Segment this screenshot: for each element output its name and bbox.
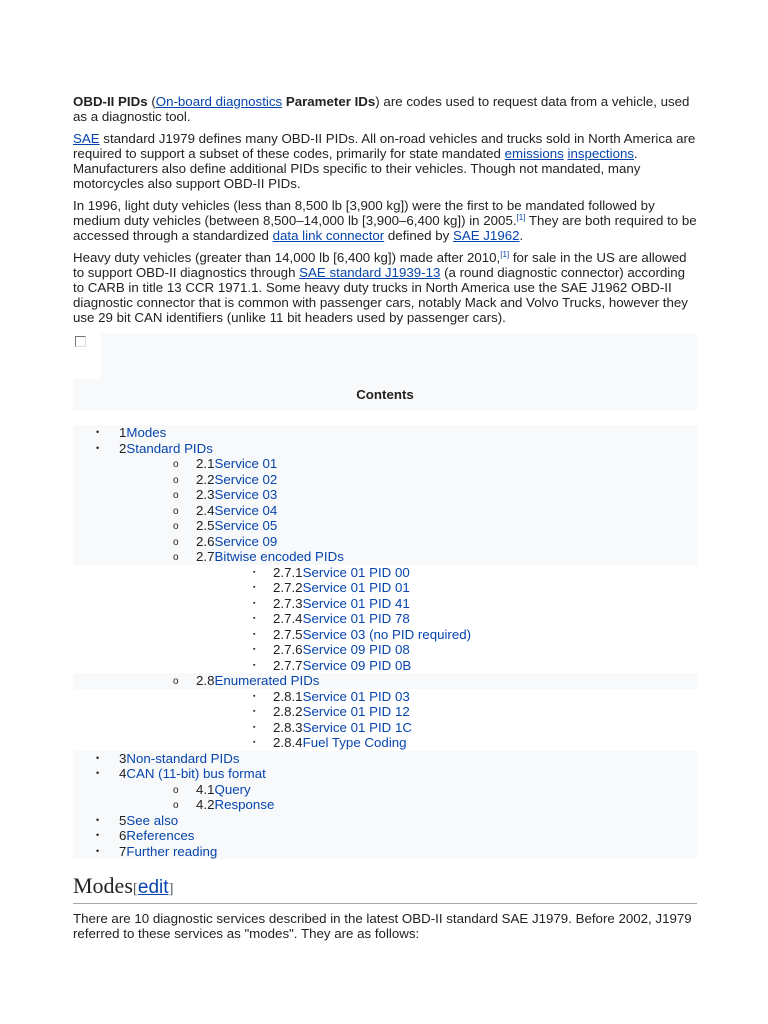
bullet-icon: o xyxy=(173,459,179,470)
intro-p4-text-3: (a round diagnostic connector) according to CARB in title 13 CCR 1971.1. Some heavy duty trucks in North America use the SAE J1962 OBD-II diagnostic connector that is common with passenger cars, notably Mack and Volvo Trucks, however they use 29 bit CAN identifiers (unlike 11 bit headers used by passenger cars). xyxy=(73,265,688,325)
toc-item-text xyxy=(119,828,194,844)
intro-p4-text-1: Heavy duty vehicles (greater than 14,000 lb [6,400 kg]) made after 2010, xyxy=(73,250,501,265)
toc-item[interactable] xyxy=(73,658,697,674)
bullet-icon: • xyxy=(96,752,100,763)
bullet-icon: ▪ xyxy=(253,661,256,669)
bullet-icon: ▪ xyxy=(253,739,256,746)
toc-item-text xyxy=(273,580,410,596)
toc-item-text xyxy=(119,844,217,860)
toc-item-text xyxy=(273,735,407,751)
toc-item[interactable] xyxy=(73,782,697,798)
toc-item-text xyxy=(119,751,239,767)
section-heading-modes xyxy=(73,873,697,904)
toc-number: 2.7.6 xyxy=(273,642,303,657)
toc-number: 2.8.1 xyxy=(273,688,303,704)
citation-1b[interactable]: [1] xyxy=(500,250,510,259)
toc-item-text xyxy=(273,720,412,736)
toc-link[interactable]: Query xyxy=(214,781,251,797)
link-emissions[interactable]: emissions xyxy=(504,146,564,161)
bullet-icon: o xyxy=(173,521,179,532)
toc-item[interactable] xyxy=(73,844,697,860)
toc-link[interactable]: Fuel Type Coding xyxy=(302,735,407,750)
bullet-icon: ▪ xyxy=(253,568,256,576)
toc-number: 2.6 xyxy=(196,533,215,549)
intro-paragraph-4 xyxy=(73,250,697,325)
intro-p2-text-2: . Manufacturers also define additional PIDs specific to their vehicles. Though not mandated, many motorcycles also support OBD-II PIDs. xyxy=(73,146,641,191)
intro-p3-text-3: defined by xyxy=(384,228,453,243)
toc-number: 2.8.3 xyxy=(273,719,303,735)
bullet-icon: ▪ xyxy=(253,708,256,715)
article xyxy=(73,94,697,948)
toc-item[interactable] xyxy=(73,720,697,736)
edit-section-link[interactable]: edit xyxy=(137,877,169,898)
toc-number: 2.2 xyxy=(196,471,215,487)
toc-number: 2.7 xyxy=(196,549,215,564)
bullet-icon: ▪ xyxy=(253,646,256,653)
toc-item[interactable] xyxy=(73,611,697,627)
toc-link[interactable]: Service 02 xyxy=(214,471,278,487)
toc-link[interactable]: Modes xyxy=(126,425,167,440)
toc-toggle-checkbox[interactable] xyxy=(75,336,86,347)
toc-item[interactable] xyxy=(73,704,697,720)
toc-item[interactable] xyxy=(73,441,697,457)
bullet-icon: • xyxy=(96,814,100,825)
edit-bracket-open: [ xyxy=(132,881,138,897)
toc-item-text xyxy=(273,704,410,720)
link-inspections[interactable]: inspections xyxy=(567,146,635,161)
toc-number: 1 xyxy=(119,425,127,440)
toc-item[interactable] xyxy=(73,518,697,534)
toc-item-text xyxy=(196,673,319,689)
toc-link[interactable]: Service 09 PID 08 xyxy=(302,642,410,657)
link-sae[interactable]: SAE xyxy=(73,131,100,146)
toc-link[interactable]: Service 09 xyxy=(214,533,278,549)
toc-number: 2.5 xyxy=(196,518,215,533)
link-on-board-diagnostics[interactable]: On-board diagnostics xyxy=(155,94,283,109)
toc-item-text xyxy=(273,627,471,643)
toc-item[interactable] xyxy=(73,534,697,550)
toc-item[interactable] xyxy=(73,735,697,751)
toc-link[interactable]: Service 05 xyxy=(214,518,278,533)
toc-number: 3 xyxy=(119,750,127,766)
toc-link[interactable]: Standard PIDs xyxy=(126,440,213,456)
intro-p3-text-2: They are both required to be accessed through a standardized xyxy=(73,213,697,243)
toc-number: 7 xyxy=(119,843,127,859)
bullet-icon: ▪ xyxy=(253,723,256,731)
bullet-icon: • xyxy=(96,442,100,453)
toc-item[interactable] xyxy=(73,766,697,782)
toc-item[interactable] xyxy=(73,596,697,612)
link-data-link-connector[interactable]: data link connector xyxy=(272,228,385,243)
toc-number: 4.1 xyxy=(196,781,215,797)
toc-number: 2.7.4 xyxy=(273,611,303,626)
toc-item-text xyxy=(273,596,410,612)
toc-link[interactable]: Service 03 (no PID required) xyxy=(302,626,472,642)
toc-item-text xyxy=(196,782,251,798)
toc-number: 6 xyxy=(119,828,127,843)
toc-item-text xyxy=(119,766,266,782)
toc-link[interactable]: Service 01 PID 78 xyxy=(302,611,410,626)
term-parameter-ids: Parameter IDs xyxy=(282,94,376,109)
intro-paragraph-3 xyxy=(73,198,697,243)
toc-item-text xyxy=(273,642,410,658)
bullet-icon: o xyxy=(173,552,179,563)
toc-link[interactable]: Service 01 PID 41 xyxy=(302,595,410,611)
toc-link[interactable]: Response xyxy=(214,797,275,812)
intro-p3-text-4: . xyxy=(519,228,524,243)
bullet-icon: o xyxy=(173,490,179,501)
toc-item[interactable] xyxy=(73,627,697,643)
bullet-icon: • xyxy=(96,845,100,856)
toc-item-text xyxy=(273,565,410,581)
intro-paragraph-2 xyxy=(73,131,697,191)
table-of-contents xyxy=(73,425,697,859)
toc-number: 2.4 xyxy=(196,502,215,518)
bullet-icon: ▪ xyxy=(253,692,256,700)
toc-number: 2.7.3 xyxy=(273,595,303,611)
toc-link[interactable]: Non-standard PIDs xyxy=(126,750,240,766)
toc-item[interactable] xyxy=(73,689,697,705)
toc-item-text xyxy=(196,472,277,488)
toc-item-text xyxy=(196,487,277,503)
toc-item[interactable] xyxy=(73,751,697,767)
intro-p1-rest: ) are codes used to request data from a vehicle, used as a diagnostic tool. xyxy=(73,94,690,124)
toc-number: 2.7.2 xyxy=(273,580,303,595)
toc-item[interactable] xyxy=(73,813,697,829)
toc-item-text xyxy=(196,797,274,813)
toc-item[interactable] xyxy=(73,549,697,565)
toc-item-text xyxy=(196,456,277,472)
toc-number: 2.7.5 xyxy=(273,626,303,642)
toc-number: 2 xyxy=(119,440,127,456)
toc-link[interactable]: Service 04 xyxy=(214,502,278,518)
toc-link[interactable]: References xyxy=(126,828,195,843)
toc-item[interactable] xyxy=(73,673,697,689)
toc-item-text xyxy=(119,813,178,829)
toc-link[interactable]: Service 01 PID 00 xyxy=(302,564,410,580)
bullet-icon: o xyxy=(173,784,179,796)
bullet-icon: o xyxy=(173,800,179,811)
toc-item[interactable] xyxy=(73,642,697,658)
toc-item[interactable] xyxy=(73,828,697,844)
toc-item[interactable] xyxy=(73,456,697,472)
toc-number: 2.8.2 xyxy=(273,704,303,719)
toc-item[interactable] xyxy=(73,425,697,441)
bullet-icon: o xyxy=(173,505,179,517)
toc-number: 4 xyxy=(119,766,127,781)
toc-link[interactable]: See also xyxy=(126,812,179,828)
toc-number: 5 xyxy=(119,812,127,828)
toc-item-text xyxy=(273,689,410,705)
bullet-icon: o xyxy=(173,536,179,548)
toc-item-text xyxy=(119,441,213,457)
toc-item-text xyxy=(196,534,277,550)
toc-title: Contents xyxy=(73,379,697,411)
section-title: Modes xyxy=(73,873,133,898)
toc-item[interactable] xyxy=(73,472,697,488)
toc-item-text xyxy=(196,518,277,534)
toc-item[interactable] xyxy=(73,487,697,503)
toc-number: 2.8 xyxy=(196,673,215,688)
bullet-icon: o xyxy=(173,474,179,486)
toc-link[interactable]: Bitwise encoded PIDs xyxy=(214,549,344,564)
bullet-icon: ▪ xyxy=(253,630,256,638)
toc-item-text xyxy=(119,425,166,441)
link-sae-j1962[interactable]: SAE J1962 xyxy=(452,228,520,243)
toc-number: 2.7.7 xyxy=(273,657,303,673)
link-sae-j1939-13[interactable]: SAE standard J1939-13 xyxy=(299,265,441,280)
toc-link[interactable]: Service 01 xyxy=(214,456,278,471)
toc-spacer xyxy=(73,411,697,425)
toc-link[interactable]: Service 09 PID 0B xyxy=(302,657,412,673)
intro-p2-text-1: standard J1979 defines many OBD-II PIDs. All on-road vehicles and trucks sold in North America are required to support a subset of these codes, primarily for state mandated xyxy=(73,131,696,161)
toc-link[interactable]: Service 01 PID 01 xyxy=(302,580,410,595)
bullet-icon: o xyxy=(173,676,179,687)
intro-p3-text-1: In 1996, light duty vehicles (less than 8,500 lb [3,900 kg]) were the first to be mandated followed by medium duty vehicles (between 8,500–14,000 lb [3,900–6,400 kg]) in 2005. xyxy=(73,198,655,228)
toc-link[interactable]: Service 01 PID 03 xyxy=(302,688,410,704)
toc-item[interactable] xyxy=(73,580,697,596)
term-obd-ii-pids: OBD-II PIDs xyxy=(73,94,148,109)
bullet-icon: ▪ xyxy=(253,584,256,591)
toc-item[interactable] xyxy=(73,797,697,813)
toc-link[interactable]: Further reading xyxy=(126,843,218,859)
modes-paragraph: There are 10 diagnostic services described in the latest OBD-II standard SAE J1979. Before 2002, J1979 referred to these services as "modes". They are as follows: xyxy=(73,911,692,941)
toc-number: 4.2 xyxy=(196,797,215,812)
toc-item-text xyxy=(196,549,344,565)
toc-number: 2.7.1 xyxy=(273,564,303,580)
toc-item-text xyxy=(196,503,277,519)
toc-link[interactable]: Service 03 xyxy=(214,487,278,502)
toc-item[interactable] xyxy=(73,565,697,581)
intro-p4-text-2: for sale in the US are allowed to support OBD-II diagnostics through xyxy=(73,250,687,280)
toc-item-text xyxy=(273,658,411,674)
citation-1[interactable]: [1] xyxy=(516,213,526,222)
toc-toggle-row xyxy=(73,333,697,379)
intro-paragraph-1 xyxy=(73,94,697,124)
bullet-icon: • xyxy=(96,830,100,840)
bullet-icon: ▪ xyxy=(253,615,256,622)
bullet-icon: ▪ xyxy=(253,599,256,607)
bullet-icon: • xyxy=(96,427,100,437)
toc-number: 2.3 xyxy=(196,487,215,502)
toc-item[interactable] xyxy=(73,503,697,519)
edit-bracket-close: ] xyxy=(168,881,174,897)
toc-link[interactable]: CAN (11-bit) bus format xyxy=(126,766,266,781)
toc-link[interactable]: Service 01 PID 12 xyxy=(302,704,410,719)
paren-open: ( xyxy=(147,94,156,109)
toc-item-text xyxy=(273,611,410,627)
toc-number: 2.1 xyxy=(196,456,215,471)
toc-link[interactable]: Service 01 PID 1C xyxy=(302,719,412,735)
bullet-icon: • xyxy=(96,768,100,778)
toc-link[interactable]: Enumerated PIDs xyxy=(214,673,320,688)
toc-number: 2.8.4 xyxy=(273,735,303,750)
